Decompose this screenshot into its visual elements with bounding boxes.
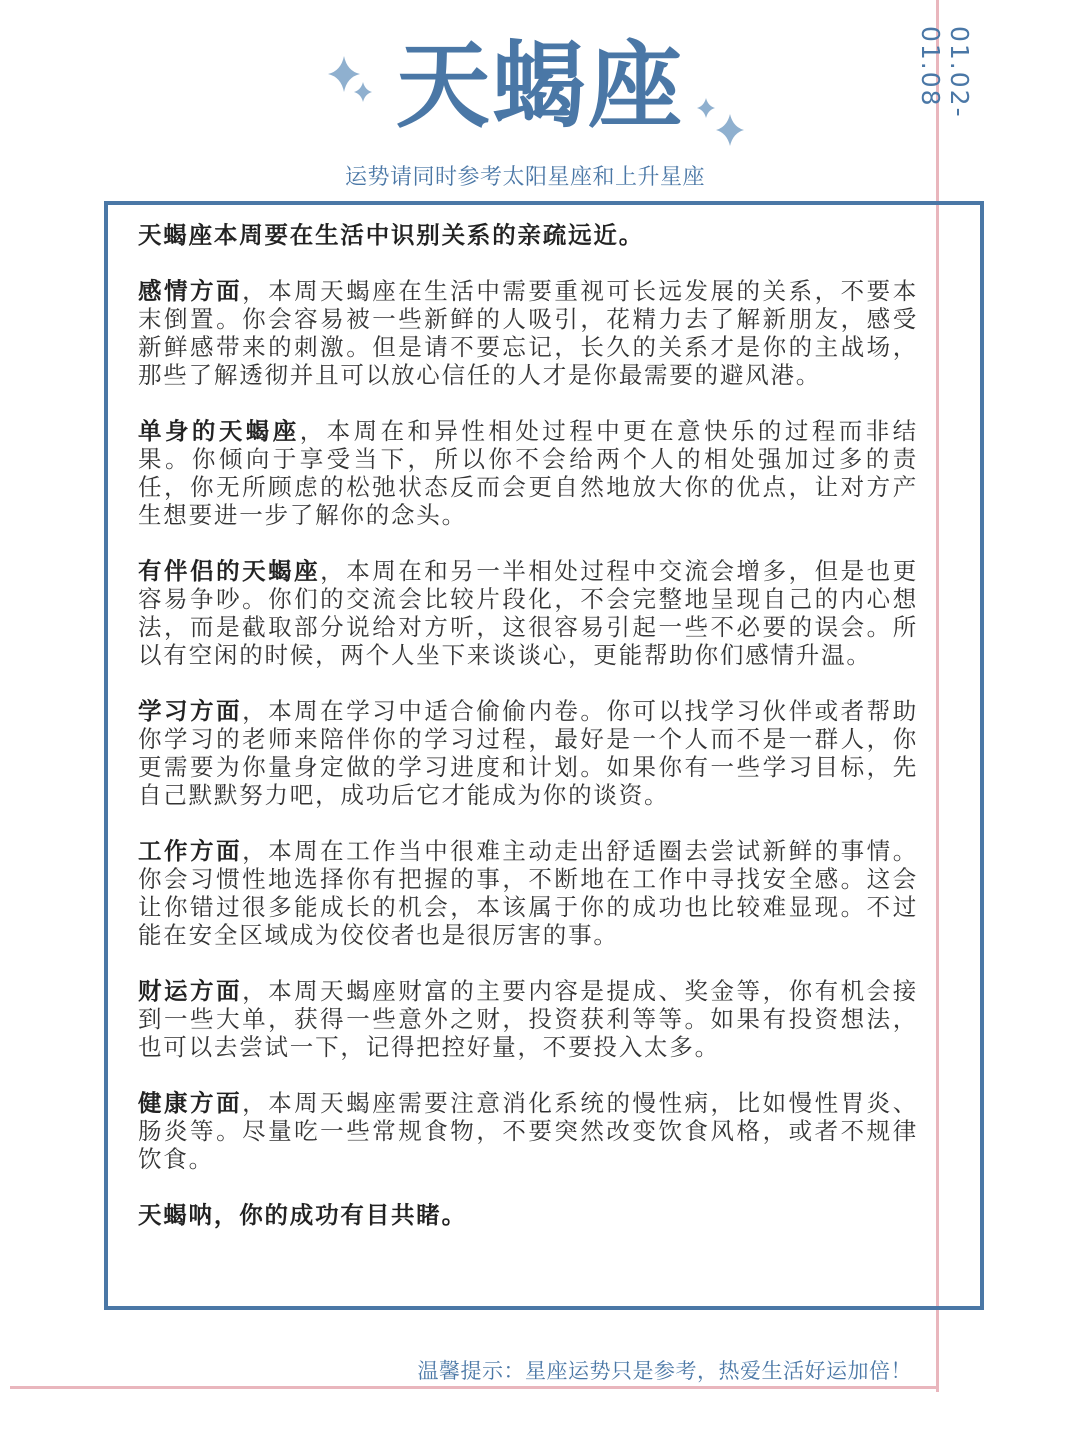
- section-heading: 财运方面: [138, 977, 243, 1005]
- content-frame: [104, 201, 984, 1310]
- section-heading: 有伴侣的天蝎座: [138, 557, 321, 585]
- section-single: [138, 417, 918, 529]
- section-text: ，本周在学习中适合偷偷内卷。你可以找学习伙伴或者帮助你学习的老师来陪伴你的学习过程，最好是一个人而不是一群人，你更需要为你量身定做的学习进度和计划。如果你有一些学习目标，先自己默默努力吧，成功后它才能成为你的谈资。: [138, 697, 918, 809]
- section-study: [138, 697, 918, 809]
- footer-tip: 温馨提示：星座运势只是参考，热爱生活好运加倍！: [417, 1359, 912, 1383]
- section-text: ，本周在和另一半相处过程中交流会增多，但是也更容易争吵。你们的交流会比较片段化，不会完整地呈现自己的内心想法，而是截取部分说给对方听，这很容易引起一些不必要的误会。所以有空闲的时候，两个人坐下来谈谈心，更能帮助你们感情升温。: [138, 557, 918, 669]
- closing-sentence: 天蝎呐，你的成功有目共睹。: [138, 1201, 467, 1229]
- section-heading: 学习方面: [138, 697, 243, 725]
- section-heading: 工作方面: [138, 837, 243, 865]
- page-title: 天蝎座: [395, 32, 684, 141]
- date-range: 01.02-01.08: [916, 26, 974, 119]
- section-wealth: [138, 977, 918, 1061]
- article-body: [138, 221, 918, 1229]
- section-text: ，本周天蝎座需要注意消化系统的慢性病，比如慢性胃炎、肠炎等。尽量吃一些常规食物，不要突然改变饮食风格，或者不规律饮食。: [138, 1089, 918, 1173]
- section-text: ，本周在和异性相处过程中更在意快乐的过程而非结果。你倾向于享受当下，所以你不会给两个人的相处强加过多的责任，你无所顾虑的松弛状态反而会更自然地放大你的优点，让对方产生想要进一步了解你的念头。: [138, 417, 918, 529]
- pink-frame-horizontal-line: [10, 1386, 939, 1389]
- page-subtitle: 运势请同时参考太阳星座和上升星座: [344, 165, 705, 190]
- section-heading: 单身的天蝎座: [138, 417, 300, 445]
- section-text: ，本周在工作当中很难主动走出舒适圈去尝试新鲜的事情。你会习惯性地选择你有把握的事，不断地在工作中寻找安全感。这会让你错过很多能成长的机会，本该属于你的成功也比较难显现。不过能在安全区域成为佼佼者也是很厉害的事。: [138, 837, 918, 949]
- section-text: ，本周天蝎座财富的主要内容是提成、奖金等，你有机会接到一些大单，获得一些意外之财，投资获利等等。如果有投资想法，也可以去尝试一下，记得把控好量，不要投入太多。: [138, 977, 918, 1061]
- lead-sentence: 天蝎座本周要在生活中识别关系的亲疏远近。: [138, 221, 644, 249]
- section-love: [138, 277, 918, 389]
- section-heading: 健康方面: [138, 1089, 243, 1117]
- section-heading: 感情方面: [138, 277, 243, 305]
- section-text: ，本周天蝎座在生活中需要重视可长远发展的关系，不要本末倒置。你会容易被一些新鲜的人吸引，花精力去了解新朋友，感受新鲜感带来的刺激。但是请不要忘记，长久的关系才是你的主战场，那些了解透彻并且可以放心信任的人才是你最需要的避风港。: [138, 277, 918, 389]
- section-partnered: [138, 557, 918, 669]
- section-work: [138, 837, 918, 949]
- section-health: [138, 1089, 918, 1173]
